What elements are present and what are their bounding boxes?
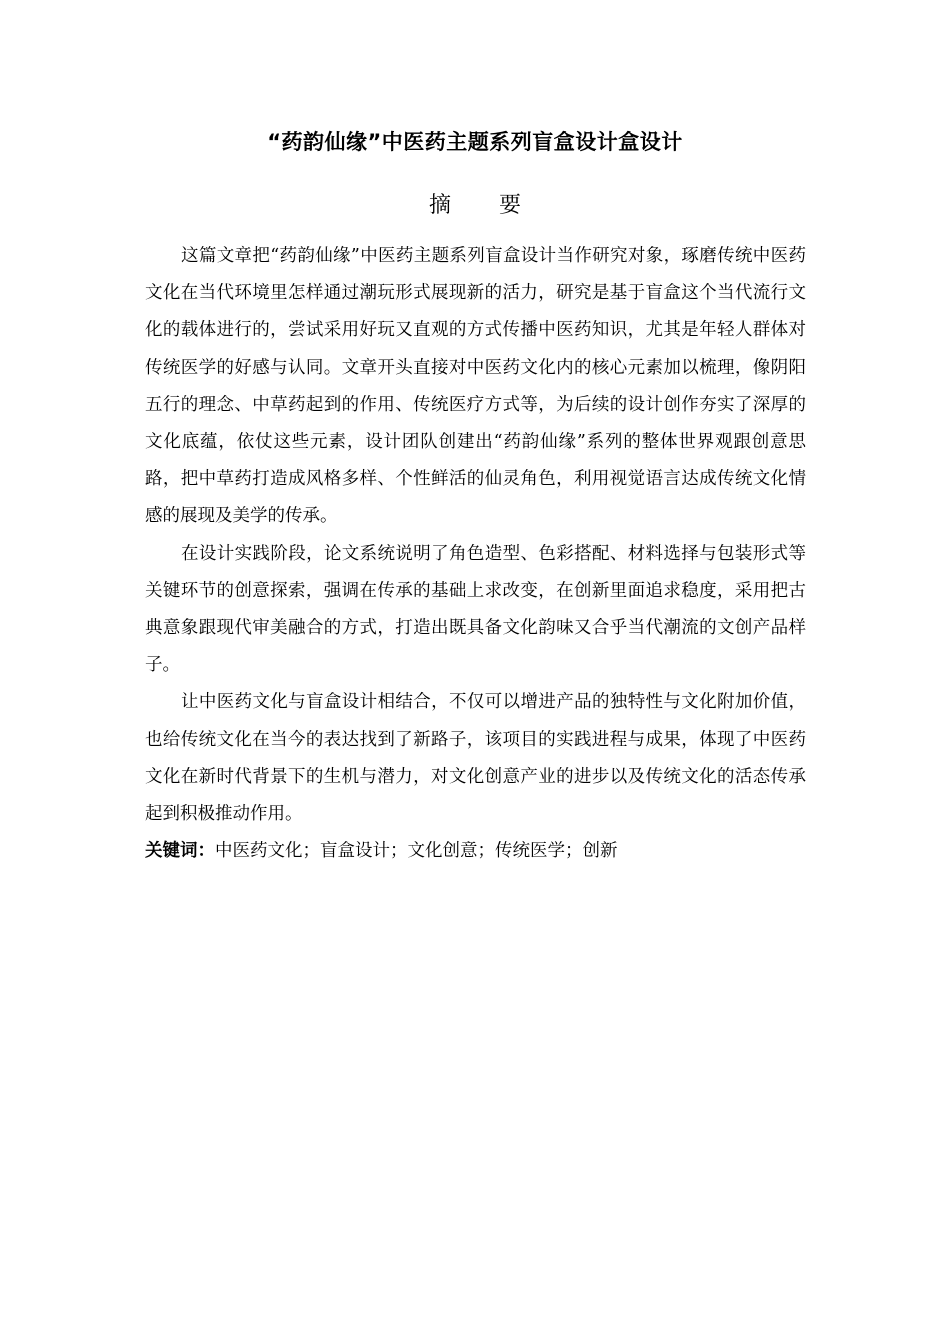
abstract-heading: 摘要 <box>428 193 569 218</box>
abstract-body <box>145 238 806 870</box>
abstract-paragraph: 这篇文章把“药韵仙缘”中医药主题系列盲盒设计当作研究对象，琢磨传统中医药文化在当代环境里怎样通过潮玩形式展现新的活力，研究是基于盲盒这个当代流行文化的载体进行的，尝试采用好玩又直观的方式传播中医药知识，尤其是年轻人群体对传统医学的好感与认同。文章开头直接对中医药文化内的核心元素加以梳理，像阴阳五行的理念、中草药起到的作用、传统医疗方式等，为后续的设计创作夯实了深厚的文化底蕴，依仗这些元素，设计团队创建出“药韵仙缘”系列的整体世界观跟创意思路，把中草药打造成风格多样、个性鲜活的仙灵角色，利用视觉语言达成传统文化情感的展现及美学的传承。 <box>145 246 806 527</box>
keywords-line <box>145 833 806 870</box>
abstract-paragraph: 让中医药文化与盲盒设计相结合，不仅可以增进产品的独特性与文化附加价值，也给传统文化在当今的表达找到了新路子，该项目的实践进程与成果，体现了中医药文化在新时代背景下的生机与潜力，对文化创意产业的进步以及传统文化的活态传承起到积极推动作用。 <box>145 692 806 825</box>
keywords-label: 关键词： <box>145 841 215 862</box>
abstract-paragraph: 在设计实践阶段，论文系统说明了角色造型、色彩搭配、材料选择与包装形式等关键环节的创意探索，强调在传承的基础上求改变，在创新里面追求稳度，采用把古典意象跟现代审美融合的方式，打造出既具备文化韵味又合乎当代潮流的文创产品样子。 <box>145 543 806 676</box>
paper-title: “药韵仙缘”中医药主题系列盲盒设计盒设计 <box>267 130 683 154</box>
keywords-value: 中医药文化；盲盒设计；文化创意；传统医学；创新 <box>215 841 618 862</box>
